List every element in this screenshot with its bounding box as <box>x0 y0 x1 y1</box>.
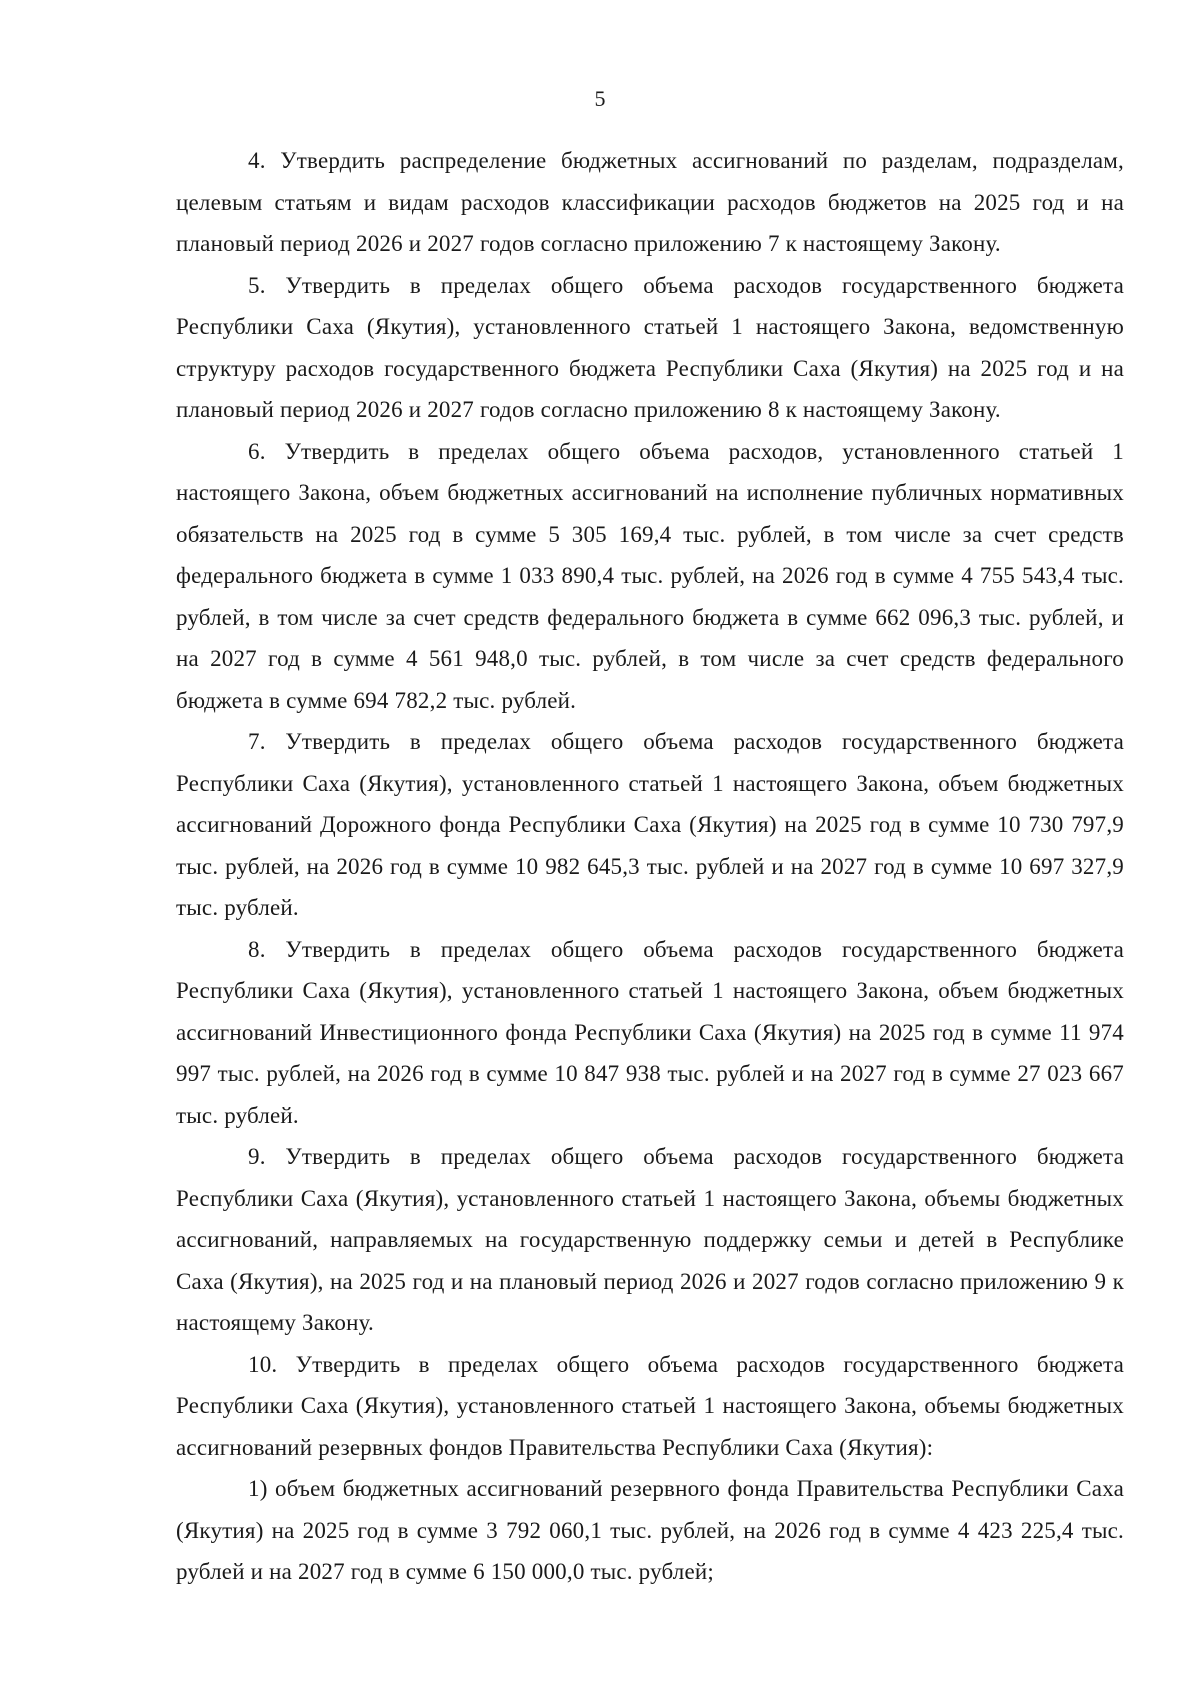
paragraph-item-6: 6. Утвердить в пределах общего объема расходов, установленного статьей 1 настоящего Закона, объем бюджетных ассигнований на исполнение публичных нормативных обязательств на 2025 год в сумме 5 305 169,4 тыс. рублей, в том числе за счет средств федерального бюджета в сумме 1 033 890,4 тыс. рублей, на 2026 год в сумме 4 755 543,4 тыс. рублей, в том числе за счет средств федерального бюджета в сумме 662 096,3 тыс. рублей, и на 2027 год в сумме 4 561 948,0 тыс. рублей, в том числе за счет средств федерального бюджета в сумме 694 782,2 тыс. рублей. <box>176 438 1124 713</box>
paragraph-item-4: 4. Утвердить распределение бюджетных ассигнований по разделам, подразделам, целевым статьям и видам расходов классификации расходов бюджетов на 2025 год и на плановый период 2026 и 2027 годов согласно приложению 7 к настоящему Закону. <box>176 148 1124 256</box>
paragraph-item-8: 8. Утвердить в пределах общего объема расходов государственного бюджета Республики Саха (Якутия), установленного статьей 1 настоящего Закона, объем бюджетных ассигнований Инвестиционного фонда Республики Саха (Якутия) на 2025 год в сумме 11 974 997 тыс. рублей, на 2026 год в сумме 10 847 938 тыс. рублей и на 2027 год в сумме 27 023 667 тыс. рублей. <box>176 936 1124 1128</box>
paragraph-item-10: 10. Утвердить в пределах общего объема расходов государственного бюджета Республики Саха (Якутия), установленного статьей 1 настоящего Закона, объемы бюджетных ассигнований резервных фондов Правительства Республики Саха (Якутия): <box>176 1351 1124 1460</box>
paragraph-item-7: 7. Утвердить в пределах общего объема расходов государственного бюджета Республики Саха (Якутия), установленного статьей 1 настоящего Закона, объем бюджетных ассигнований Дорожного фонда Республики Саха (Якутия) на 2025 год в сумме 10 730 797,9 тыс. рублей, на 2026 год в сумме 10 982 645,3 тыс. рублей и на 2027 год в сумме 10 697 327,9 тыс. рублей. <box>176 729 1124 920</box>
paragraph-subitem-1: 1) объем бюджетных ассигнований резервного фонда Правительства Республики Саха (Якутия) на 2025 год в сумме 3 792 060,1 тыс. рублей, на 2026 год в сумме 4 423 225,4 тыс. рублей и на 2027 год в сумме 6 150 000,0 тыс. рублей; <box>176 1476 1124 1584</box>
paragraph-item-9: 9. Утвердить в пределах общего объема расходов государственного бюджета Республики Саха (Якутия), установленного статьей 1 настоящего Закона, объемы бюджетных ассигнований, направляемых на государственную поддержку семьи и детей в Республике Саха (Якутия), на 2025 год и на плановый период 2026 и 2027 годов согласно приложению 9 к настоящему Закону. <box>176 1144 1124 1335</box>
page-number: 5 <box>594 86 606 111</box>
paragraph-item-5: 5. Утвердить в пределах общего объема расходов государственного бюджета Республики Саха (Якутия), установленного статьей 1 настоящего Закона, ведомственную структуру расходов государственного бюджета Республики Саха (Якутия) на 2025 год и на плановый период 2026 и 2027 годов согласно приложению 8 к настоящему Закону. <box>176 272 1124 422</box>
document-body <box>176 140 1124 1593</box>
